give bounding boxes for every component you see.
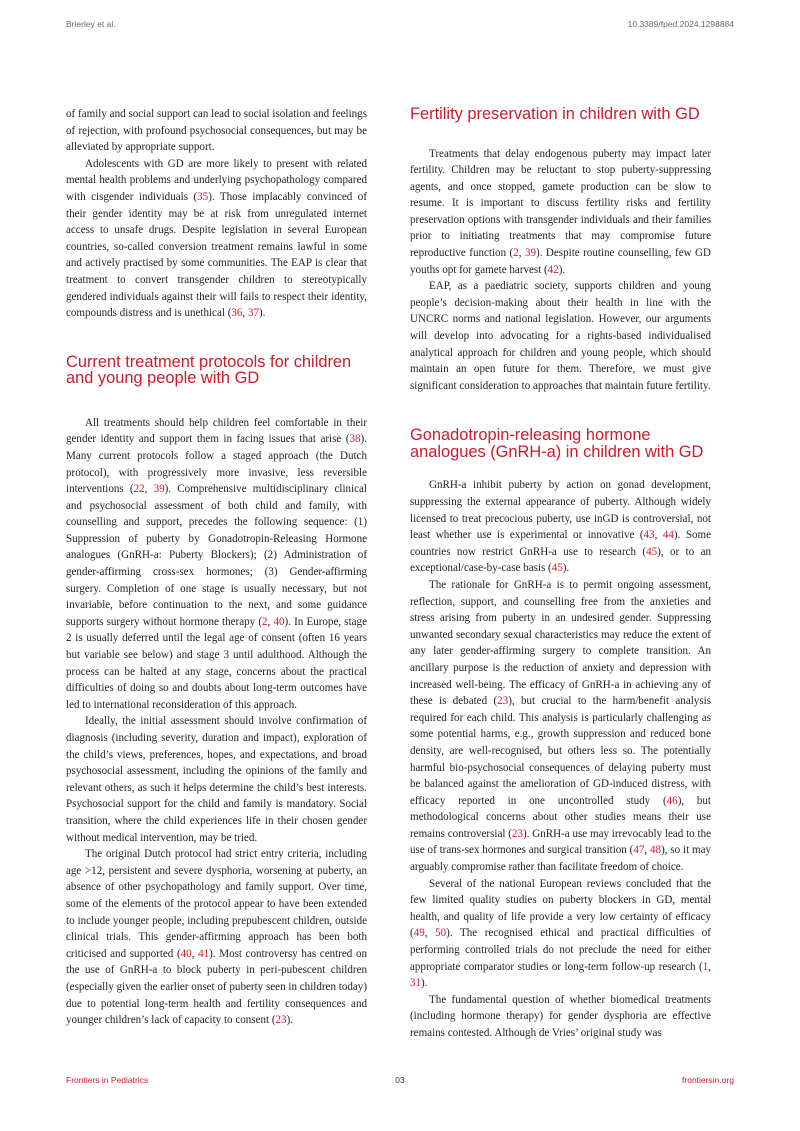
footer-site-link[interactable]: frontiersin.org [682, 1075, 734, 1085]
paragraph-text: ), so it may arguably compromise rather than facilitate freedom of choice. [410, 844, 711, 874]
citation-link[interactable]: 44 [662, 529, 674, 542]
citation-link[interactable]: 36 [231, 307, 243, 320]
paragraph-text: , [242, 307, 248, 320]
paragraph-text: , [267, 615, 274, 628]
citation-link[interactable]: 22 [133, 483, 145, 496]
paragraph-text: ). Some countries now restrict GnRH-a use to research ( [410, 529, 712, 558]
paragraph-text: ). Most controversy has centred on the use of GnRH-a to block puberty in peri-pubescent children (especially given the earlier onset of puberty seen in children today) due to potential long-term health and fertility consequences and younger children’s lack of capacity to consent ( [66, 947, 367, 1027]
section-heading-fertility-preservation: Fertility preservation in children with GD [410, 105, 700, 123]
paragraph [66, 415, 367, 714]
citation-link[interactable]: 40 [180, 947, 192, 960]
citation-link[interactable]: 50 [435, 927, 447, 940]
paragraph-text: Adolescents with GD are more likely to present with related mental health problems and underlying psychopathology compared with cisgender individuals ( [66, 157, 367, 203]
citation-link[interactable]: 2 [513, 247, 519, 260]
citation-link[interactable]: 35 [197, 190, 209, 203]
section-heading-treatment-protocols: Current treatment protocols for children and young people with GD [66, 352, 352, 388]
paragraph [66, 156, 367, 322]
paragraph-text: ), but crucial to the harm/benefit analysis required for each child. This analysis is particularly challenging as some potential harms, e.g., growth suppression and reduced bone density, are well-recognised, but others less so. The potentially harmful bio-psychosocial consequences of delaying puberty must be balanced against the amelioration of GD-induced distress, with efficacy reported in one uncontrolled study ( [410, 695, 711, 807]
paragraph: The fundamental question of whether biomedical treatments (including hormone therapy) for gender dysphoria are effective remains contested. Although de Vries’ original study was [410, 993, 711, 1039]
citation-link[interactable]: 23 [275, 1014, 287, 1027]
citation-link[interactable]: 40 [273, 615, 285, 628]
citation-link[interactable]: 49 [413, 927, 425, 940]
paragraph-text: ). GnRH-a use may irrevocably lead to the use of trans-sex hormones and surgical transition ( [410, 827, 711, 857]
footer-journal: Frontiers in Pediatrics [66, 1075, 149, 1085]
citation-link[interactable]: 42 [547, 263, 559, 276]
paragraph-text: , [644, 844, 651, 857]
paragraph-text: ). The recognised ethical and practical difficulties of performing controlled trials do not preclude the need for either appropriate comparator studies or long-term follow-up research ( [410, 927, 711, 973]
paragraph-text: , [424, 927, 436, 940]
paragraph-text: ). [562, 562, 570, 575]
paragraph-text: , [518, 247, 525, 260]
paragraph-text: ). [558, 263, 566, 276]
paragraph-text: , [708, 960, 711, 973]
paragraph-text: ). Those implacably convinced of their gender identity may be at risk from unregulated internet access to unsafe drugs. Despite legislation in several European countries, so-called conversion treatment remains lawful in some and actively practised by some communities. The EAP is clear that treatment to convert transgender children to stereotypically gendered individuals against their will fails to respect their identity, compounds distress and is unethical ( [66, 190, 367, 320]
paragraph-text: ), or to an exceptional/case-by-case basis ( [410, 545, 711, 575]
paragraph-text: ). [421, 977, 428, 990]
paragraph: Ideally, the initial assessment should involve confirmation of diagnosis (including severity, duration and impact), exploration of the child’s views, preferences, hopes, and expectations, and broad psychosocial assessment, including the opinions of the family and relevant others, as such it helps determine the child’s best interests. Psychosocial support for the child and family is mandatory. Social transition, where the child experiences life in their chosen gender without medical intervention, may be tried. [66, 715, 367, 844]
citation-link[interactable]: 23 [511, 827, 523, 840]
section-heading-gnrh-analogues: Gonadotropin-releasing hormone analogues (GnRH-a) in children with GD [410, 426, 704, 461]
citation-link[interactable]: 45 [646, 545, 658, 558]
citation-link[interactable]: 46 [666, 794, 678, 807]
paragraph-text: Treatments that delay endogenous puberty may impact later fertility. Children may be reluctant to stop puberty-suppressing agents, and once stopped, gamete production can be slow to resume. It is important to discuss fertility risks and fertility preservation options with transgender individuals and their families prior to initiating treatments that may compromise future reproductive function ( [410, 147, 711, 260]
paragraph-text: GnRH-a inhibit puberty by action on gonad development, suppressing the external appearance of puberty. Although widely licensed to treat precocious puberty, use inGD is controversial, not least whether use is experimental or innovative ( [410, 479, 711, 542]
citation-link[interactable]: 41 [198, 947, 210, 960]
paragraph-text: Several of the national European reviews concluded that the few limited quality studies on puberty blockers in GD, mental health, and quality of life provide a very low certainty of efficacy ( [410, 877, 711, 940]
paragraph-text: All treatments should help children feel comfortable in their gender identity and support them in facing issues that arise ( [66, 416, 367, 446]
paragraph-text: The original Dutch protocol had strict entry criteria, including age >12, persistent and severe dysphoria, worsening at puberty, an absence of other psychopathology and family support. Over time, some of the elements of the protocol appear to have been extended to include younger people, including prepubescent children, outside clinical trials. This gender-affirming approach has been both criticised and supported ( [66, 848, 367, 960]
paragraph [410, 577, 711, 876]
citation-link[interactable]: 43 [643, 529, 655, 542]
paragraph-text: ). Despite routine counselling, few GD youths opt for gamete harvest ( [410, 247, 711, 276]
paragraph: of family and social support can lead to social isolation and feelings of rejection, with profound psychosocial consequences, but may be alleviated by appropriate support. [66, 108, 367, 154]
citation-link[interactable]: 39 [153, 483, 165, 496]
paragraph [66, 846, 367, 1029]
citation-link[interactable]: 23 [497, 695, 509, 708]
paragraph-text: ). Comprehensive multidisciplinary clinical and psychosocial assessment of both child and family, with counselling and support, precedes the following sequence: (1) Suppression of puberty by Gonadotropin-Releasing Hormone analogues (GnRH-a: Puberty Blockers); (2) Administration of gender-affirming cross-sex hormones; (3) Gender-affirming surgery. Completion of one stage is usually necessary, but not invariable, before continuation to the next, and some guidance supports surgery without hormone therapy ( [66, 483, 367, 628]
paragraph-text: ). In Europe, stage 2 is usually deferred until the legal age of consent (often 16 years but variable see below) and stage 3 until adulthood. Although the process can be halted at any stage, concerns about the practical difficulties of doing so and doubts about long-term outcomes have led to international reconsideration of this approach. [66, 615, 367, 711]
citation-link[interactable]: 31 [410, 977, 422, 990]
paragraph-text: , [654, 529, 663, 542]
citation-link[interactable]: 47 [633, 844, 645, 857]
paragraph: EAP, as a paediatric society, supports children and young people’s decision-making about their health in line with the UNCRC norms and national legislation. However, our arguments will develop into advocating for a rights-based individualised analytical approach for children and young people, which should maintain an open future for them. Therefore, we must give significant consideration to approaches that maintain future fertility. [410, 280, 711, 392]
paragraph [410, 876, 711, 992]
paragraph-text: ). [286, 1014, 294, 1027]
paragraph-text: , [191, 947, 199, 960]
citation-link[interactable]: 45 [551, 562, 563, 575]
running-header-doi: 10.3389/fped.2024.1298884 [627, 19, 734, 29]
paragraph-text: , [144, 483, 154, 496]
right-column [410, 106, 711, 1042]
left-column [66, 106, 367, 1029]
citation-link[interactable]: 37 [247, 307, 259, 320]
citation-link[interactable]: 2 [262, 615, 268, 628]
citation-link[interactable]: 38 [349, 433, 361, 446]
footer-page-number: 03 [395, 1075, 405, 1085]
paragraph [410, 146, 711, 279]
paragraph [410, 477, 711, 577]
citation-link[interactable]: 39 [524, 247, 537, 260]
paragraph-text: ). [259, 307, 266, 320]
citation-link[interactable]: 48 [650, 844, 662, 857]
paragraph-text: The rationale for GnRH-a is to permit ongoing assessment, reflection, support, and counselling free from the anxieties and stress arising from puberty in an undesired gender. Suppressing unwanted secondary sexual characteristics may reduce the extent of any later gender-affirming surgery to complete transition. An ancillary purpose is the reduction of anxiety and depression with increased well-being. The efficacy of GnRH-a in achieving any of these is debated ( [410, 578, 711, 708]
paragraph-text: ), but methodological concerns about other studies means their use remains controversial ( [410, 794, 711, 840]
paragraph-text: ). Many current protocols follow a staged approach (the Dutch protocol), with progressively more invasive, less reversible interventions ( [66, 433, 367, 496]
running-header-authors: Brierley et al. [66, 19, 116, 29]
citation-link[interactable]: 1 [702, 960, 709, 973]
